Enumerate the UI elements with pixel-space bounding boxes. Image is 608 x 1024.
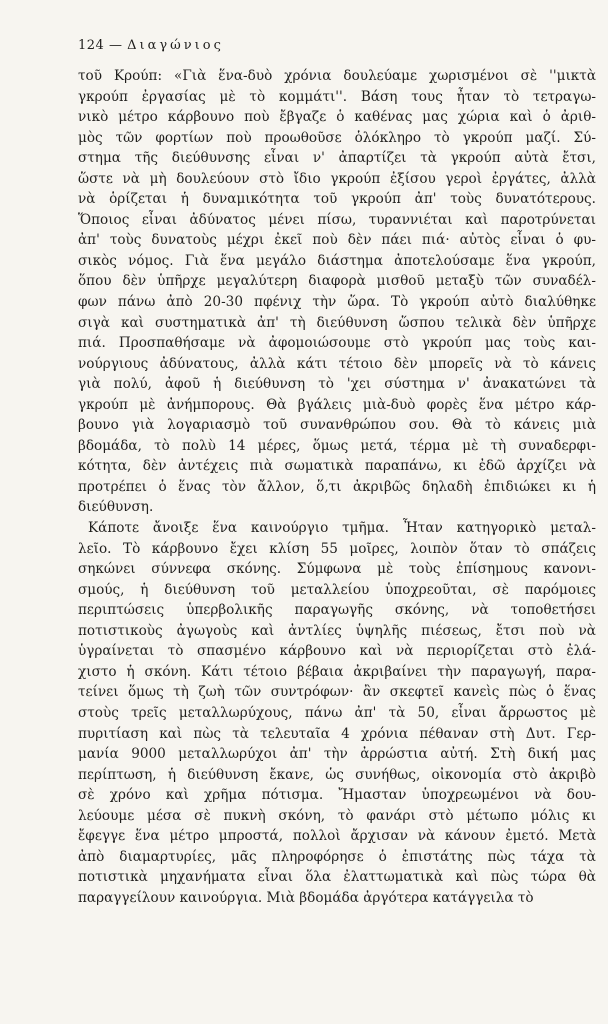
paragraph bbox=[78, 66, 596, 518]
text-line: περίπτωση, ἡ διεύθυνση ἔκανε, ὡς συνήθως, οἰκονομία στὸ ἀκριβὸ bbox=[78, 766, 596, 783]
text-line: ἀπ' τοὺς δυνατοὺς μέχρι ἐκεῖ ποὺ δὲν πάει πιά· αὐτὸς εἶναι ὁ φυ- bbox=[78, 232, 596, 249]
text-line: πιά. Προσπαθήσαμε νὰ ἀφομοιώσουμε στὸ γκρούπ μας τοὺς και- bbox=[78, 335, 596, 352]
text-line: γιὰ πολύ, ἀφοῦ ἡ διεύθυνση τὸ 'χει σύστημα ν' ἀνακατώνει τὰ bbox=[78, 376, 596, 393]
text-line: σικὸς νόμος. Γιὰ ἕνα μεγάλο διάστημα ἀποτελούσαμε ἕνα γκρούπ, bbox=[78, 252, 596, 269]
running-title: Διαγώνιος bbox=[127, 38, 224, 53]
text-line: σμούς, ἡ διεύθυνση τοῦ μεταλλείου ὑποχρεοῦται, σὲ παρόμοιες bbox=[78, 581, 596, 598]
text-line: νὰ ὁρίζεται ἡ δυναμικότητα τοῦ γκρούπ ἀπ' τοὺς δυνατότερους. bbox=[78, 191, 596, 208]
text-line: νικὸ μέτρο κάρβουνο ποὺ ἔβγαζε ὁ καθένας μας χώρια καὶ ὁ ἀριθ- bbox=[78, 109, 596, 126]
text-line: φων πάνω ἀπὸ 20-30 πφένιχ τὴν ὥρα. Τὸ γκρούπ αὐτὸ διαλύθηκε bbox=[78, 294, 596, 311]
text-line: στοὺς τρεῖς μεταλλωρύχους, πάνω ἀπ' τὰ 50, εἶναι ἄρρωστος μὲ bbox=[78, 704, 596, 721]
text-line: πυριτίαση καὶ πὼς τὰ τελευταῖα 4 χρόνια πέθαναν στὴ Δυτ. Γερ- bbox=[78, 725, 596, 742]
text-line: σὲ χρόνο καὶ χρῆμα πότισμα. Ἤμασταν ὑποχρεωμένοι νὰ δου- bbox=[78, 787, 596, 804]
text-line: ποτιστικὰ μηχανήματα εἶναι ὅλα ἐλαττωματικὰ καὶ πὼς τώρα θὰ bbox=[78, 869, 596, 886]
text-line: μὸς τῶν φορτίων ποὺ προωθοῦσε ὁλόκληρο τὸ γκρούπ μαζί. Σύ- bbox=[78, 129, 596, 146]
text-line: μανία 9000 μεταλλωρύχοι ἀπ' τὴν ἀρρώστια αὐτή. Στὴ δική μας bbox=[78, 746, 596, 763]
text-line: Ὅποιος εἶναι ἀδύνατος μένει πίσω, τυραννιέται καὶ παροτρύνεται bbox=[78, 211, 596, 228]
text-line: ἀπὸ διαμαρτυρίες, μᾶς πληροφόρησε ὁ ἐπιστάτης πὼς τάχα τὰ bbox=[78, 848, 596, 865]
text-line: νούργιους ἀδύνατους, ἀλλὰ κάτι τέτοιο δὲν μπορεῖς νὰ τὸ κάνεις bbox=[78, 355, 596, 372]
text-line: λεύουμε μέσα σὲ πυκνὴ σκόνη, τὸ φανάρι στὸ μέτωπο μόλις κι bbox=[78, 807, 596, 824]
paragraph bbox=[78, 518, 596, 908]
text-line: στημα τῆς διεύθυνσης εἶναι ν' ἀπαρτίζει τὰ γκρούπ αὐτὰ ἔτσι, bbox=[78, 150, 596, 167]
text-line: ποτιστικοὺς ἀγωγοὺς καὶ ἀντλίες ὑψηλῆς πιέσεως, ἔτσι ποὺ νὰ bbox=[78, 622, 596, 639]
text-line: βουνο γιὰ λογαριασμὸ τοῦ συνανθρώπου σου. Θὰ τὸ κάνεις μιὰ bbox=[78, 417, 596, 434]
text-line: τοῦ Κρούπ: «Γιὰ ἕνα-δυὸ χρόνια δουλεύαμε χωρισμένοι σὲ ''μικτὰ bbox=[78, 68, 596, 84]
text-line: γκρούπ ἐργασίας μὲ τὸ κομμάτι''. Βάση τους ἦταν τὸ τετραγω- bbox=[78, 88, 596, 105]
header-separator: — bbox=[108, 38, 123, 53]
text-line: ὑγραίνεται τὸ σπασμένο κάρβουνο καὶ νὰ περιορίζεται στὸ ἐλά- bbox=[78, 643, 596, 660]
text-line: παραγγείλουν καινούργια. Μιὰ βδομάδα ἀργότερα κατάγγειλα τὸ bbox=[78, 889, 534, 906]
text-line: βδομάδα, τὸ πολὺ 14 μέρες, ὅμως μετά, τέρμα μὲ τὴ συναδερφι- bbox=[78, 437, 596, 454]
text-line: Κάποτε ἄνοιξε ἕνα καινούργιο τμῆμα. Ἦταν κατηγορικὸ μεταλ- bbox=[88, 520, 596, 537]
page-number: 124 bbox=[78, 38, 105, 53]
text-line: χιστο ἡ σκόνη. Κάτι τέτοιο βέβαια ἀκριβαίνει τὴν παραγωγή, παρα- bbox=[78, 663, 596, 680]
text-line: ὥστε νὰ μὴ δουλεύουν στὸ ἴδιο γκρούπ ἐξίσου γεροὶ ἐργάτες, ἀλλὰ bbox=[78, 170, 596, 187]
text-line: κότητα, δὲν ἀντέχεις πιὰ σωματικὰ παραπάνω, κι ἐδῶ ἀρχίζει νὰ bbox=[78, 458, 596, 475]
text-line: ἔφεγγε ἕνα μέτρο μπροστά, πολλοὶ ἄρχισαν νὰ κάνουν ἐμετό. Μετὰ bbox=[78, 828, 596, 845]
text-line: ὅπου δὲν ὑπῆρχε μεγαλύτερη διαφορὰ μισθοῦ μεταξὺ τῶν συναδέλ- bbox=[78, 273, 596, 290]
text-line: σηκώνει σύννεφα σκόνης. Σύμφωνα μὲ τοὺς ἐπίσημους κανονι- bbox=[78, 561, 596, 578]
text-line: περιπτώσεις ὑπερβολικῆς παραγωγῆς σκόνης, νὰ τοποθετήσει bbox=[78, 602, 596, 619]
text-line: γκρούπ μὲ ἀνήμπορους. Θὰ βγάλεις μιὰ-δυὸ φορὲς ἕνα μέτρο κάρ- bbox=[78, 396, 596, 413]
text-line: σιγὰ καὶ συστηματικὰ ἀπ' τὴ διεύθυνση ὥσπου τελικὰ δὲν ὑπῆρχε bbox=[78, 314, 596, 331]
body-text bbox=[78, 66, 596, 908]
text-line: προτρέπει ὁ ἕνας τὸν ἄλλον, ὅ,τι ἀκριβῶς δηλαδὴ ἐπιδιώκει κι ἡ bbox=[78, 478, 596, 495]
text-line: διεύθυνση. bbox=[78, 499, 154, 516]
text-line: λεῖο. Τὸ κάρβουνο ἔχει κλίση 55 μοῖρες, λοιπὸν ὅταν τὸ σπάζεις bbox=[78, 540, 596, 557]
running-head bbox=[78, 38, 224, 53]
text-line: τείνει ὅμως τὴ ζωὴ τῶν συντρόφων· ἂν σκεφτεῖ κανεὶς πὼς ὁ ἕνας bbox=[78, 684, 596, 701]
